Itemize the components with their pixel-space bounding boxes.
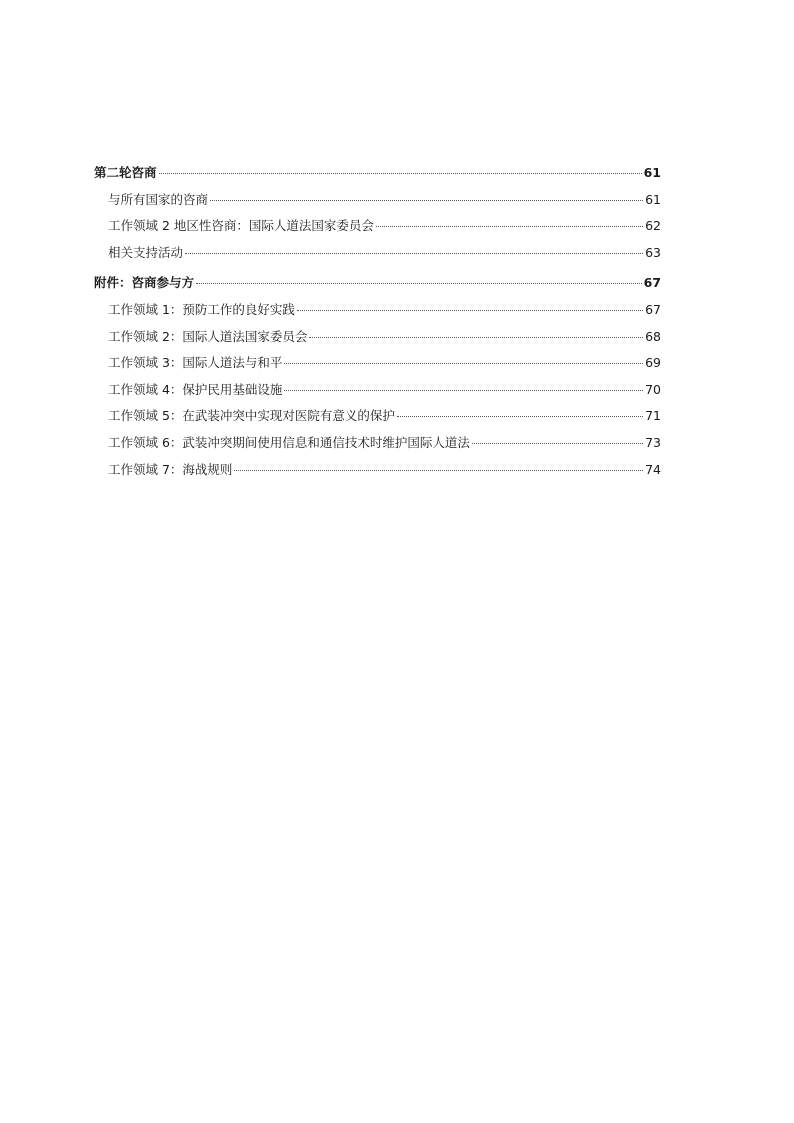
dot-leader	[185, 253, 643, 254]
toc-entry-page: 61	[645, 191, 661, 207]
toc-entry-page: 73	[645, 434, 661, 450]
toc-entry-title: 工作领域 7：海战规则	[108, 461, 233, 477]
toc-entry-annex-participants[interactable]	[94, 270, 661, 297]
toc-entry-title: 第二轮咨商	[94, 165, 157, 180]
toc-entry-title: 工作领域 2：国际人道法国家委员会	[108, 328, 308, 344]
toc-entry-work-area-6[interactable]	[94, 430, 661, 457]
toc-entry-page: 62	[645, 218, 661, 234]
toc-entry-title: 工作领域 1：预防工作的良好实践	[108, 301, 295, 317]
toc-entry-title: 工作领域 6：武装冲突期间使用信息和通信技术时维护国际人道法	[108, 434, 470, 450]
toc-entry-title: 附件：咨商参与方	[94, 275, 195, 291]
toc-entry-work-area-7[interactable]	[94, 457, 661, 484]
dot-leader	[196, 283, 642, 284]
toc-entry-page: 67	[645, 301, 661, 317]
toc-entry-page: 74	[645, 461, 661, 477]
toc-entry-page: 69	[645, 355, 661, 371]
dot-leader	[284, 363, 643, 364]
toc-entry-work-area-5[interactable]	[94, 403, 661, 430]
toc-entry-title: 工作领域 4：保护民用基础设施	[108, 381, 283, 397]
toc-entry-page: 63	[645, 244, 661, 260]
dot-leader	[397, 416, 643, 417]
dot-leader	[159, 173, 642, 174]
toc-entry-work-area-3[interactable]	[94, 350, 661, 377]
toc-entry-page: 67	[643, 275, 661, 291]
dot-leader	[210, 200, 643, 201]
toc-entry-all-states-consultations[interactable]	[94, 187, 661, 214]
toc-entry-page: 68	[645, 328, 661, 344]
toc-entry-title: 与所有国家的咨商	[108, 191, 209, 207]
toc-entry-work-area-2[interactable]	[94, 324, 661, 351]
dot-leader	[284, 390, 643, 391]
toc-entry-page: 71	[645, 408, 661, 424]
toc-entry-title: 工作领域 2 地区性咨商：国际人道法国家委员会	[108, 218, 374, 234]
table-of-contents	[94, 160, 661, 483]
dot-leader	[309, 337, 643, 338]
toc-entry-support-activities[interactable]	[94, 240, 661, 267]
toc-entry-regional-consultations[interactable]	[94, 213, 661, 240]
dot-leader	[297, 310, 643, 311]
toc-entry-work-area-1[interactable]	[94, 297, 661, 324]
toc-entry-title: 工作领域 5：在武装冲突中实现对医院有意义的保护	[108, 408, 395, 424]
dot-leader	[376, 226, 643, 227]
toc-entry-work-area-4[interactable]	[94, 377, 661, 404]
toc-entry-second-round-consultations[interactable]	[94, 160, 661, 187]
toc-entry-title: 相关支持活动	[108, 244, 184, 260]
toc-entry-page: 70	[645, 381, 661, 397]
dot-leader	[472, 443, 643, 444]
dot-leader	[234, 470, 643, 471]
toc-entry-title: 工作领域 3：国际人道法与和平	[108, 355, 283, 371]
toc-entry-page: 61	[643, 165, 661, 180]
